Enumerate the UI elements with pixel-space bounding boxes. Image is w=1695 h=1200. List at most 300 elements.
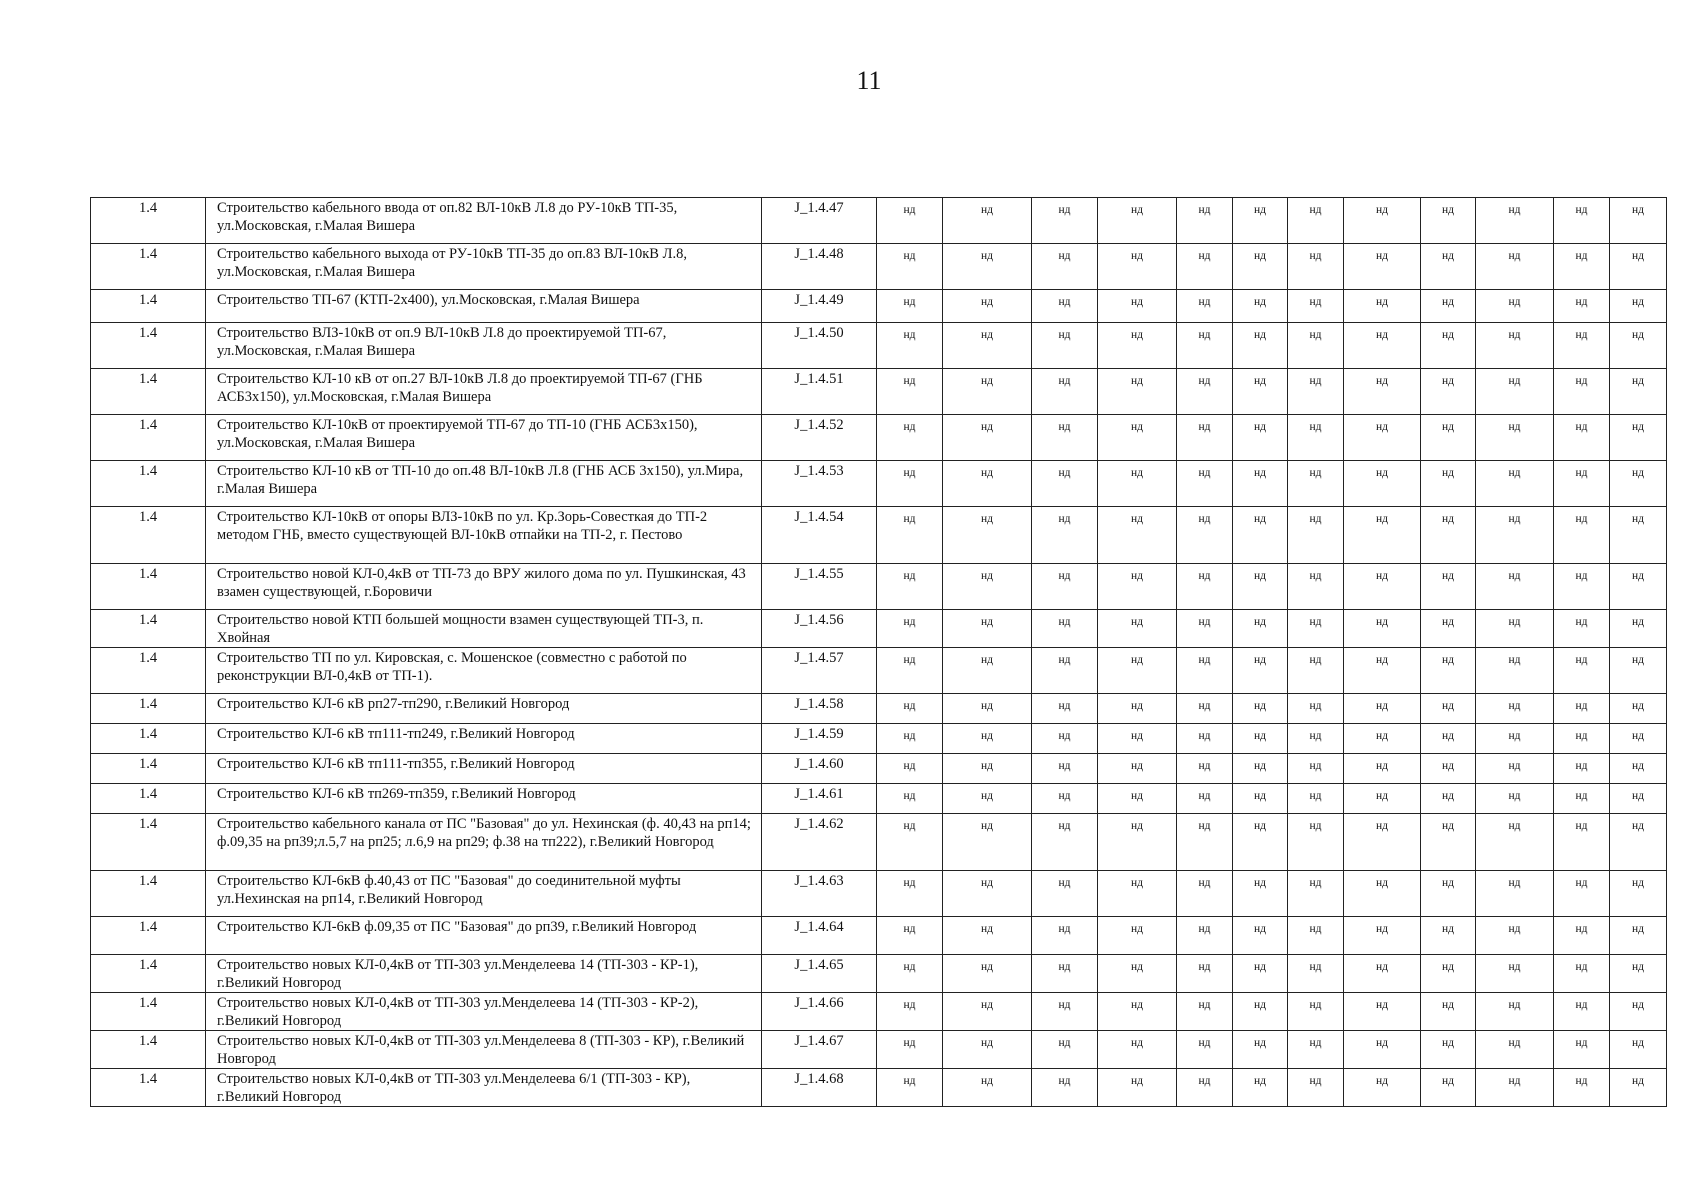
value-cell: нд (1177, 198, 1233, 244)
value-cell: нд (877, 917, 943, 955)
project-code-cell: J_1.4.67 (762, 1031, 877, 1069)
value-cell: нд (1098, 724, 1177, 754)
value-cell: нд (1233, 198, 1288, 244)
value-cell: нд (1177, 323, 1233, 369)
value-cell: нд (1476, 244, 1554, 290)
project-code-cell: J_1.4.58 (762, 694, 877, 724)
value-cell: нд (1554, 814, 1610, 871)
value-cell: нд (1032, 724, 1098, 754)
value-cell: нд (1344, 198, 1421, 244)
value-cell: нд (1098, 955, 1177, 993)
value-cell: нд (1344, 507, 1421, 564)
value-cell: нд (1233, 754, 1288, 784)
value-cell: нд (1032, 754, 1098, 784)
value-cell: нд (1177, 1031, 1233, 1069)
project-code-cell: J_1.4.62 (762, 814, 877, 871)
value-cell: нд (943, 784, 1032, 814)
value-cell: нд (1177, 784, 1233, 814)
project-description-cell: Строительство КЛ-10кВ от проектируемой ТП-67 до ТП-10 (ГНБ АСБ3х150), ул.Московская, г.Малая Вишера (206, 415, 762, 461)
project-description-cell: Строительство КЛ-6 кВ тп111-тп249, г.Великий Новгород (206, 724, 762, 754)
value-cell: нд (1177, 724, 1233, 754)
table-row (91, 244, 1667, 290)
value-cell: нд (1177, 694, 1233, 724)
section-number-cell: 1.4 (91, 244, 206, 290)
value-cell: нд (943, 814, 1032, 871)
value-cell: нд (943, 917, 1032, 955)
value-cell: нд (1554, 564, 1610, 610)
value-cell: нд (1098, 917, 1177, 955)
table-row (91, 323, 1667, 369)
value-cell: нд (1288, 955, 1344, 993)
project-description-cell: Строительство новой КТП большей мощности взамен существующей ТП-3, п. Хвойная (206, 610, 762, 648)
value-cell: нд (877, 198, 943, 244)
value-cell: нд (1610, 814, 1667, 871)
value-cell: нд (1344, 244, 1421, 290)
page-number: 11 (856, 66, 882, 95)
table-row (91, 724, 1667, 754)
value-cell: нд (1476, 290, 1554, 323)
value-cell: нд (1610, 724, 1667, 754)
value-cell: нд (1233, 784, 1288, 814)
project-description-cell: Строительство КЛ-10 кВ от ТП-10 до оп.48 ВЛ-10кВ Л.8 (ГНБ АСБ 3х150), ул.Мира, г.Малая Вишера (206, 461, 762, 507)
table-row (91, 871, 1667, 917)
value-cell: нд (1233, 694, 1288, 724)
value-cell: нд (1233, 244, 1288, 290)
value-cell: нд (1233, 814, 1288, 871)
value-cell: нд (1421, 415, 1476, 461)
value-cell: нд (877, 507, 943, 564)
value-cell: нд (1098, 564, 1177, 610)
value-cell: нд (1554, 754, 1610, 784)
value-cell: нд (1032, 871, 1098, 917)
section-number-cell: 1.4 (91, 871, 206, 917)
value-cell: нд (943, 507, 1032, 564)
value-cell: нд (1421, 323, 1476, 369)
value-cell: нд (1476, 694, 1554, 724)
table-row (91, 461, 1667, 507)
value-cell: нд (1233, 871, 1288, 917)
value-cell: нд (1288, 1031, 1344, 1069)
value-cell: нд (1476, 648, 1554, 694)
value-cell: нд (1421, 871, 1476, 917)
value-cell: нд (1177, 1069, 1233, 1107)
table-row (91, 993, 1667, 1031)
table-row (91, 415, 1667, 461)
value-cell: нд (1344, 917, 1421, 955)
value-cell: нд (1032, 198, 1098, 244)
value-cell: нд (1344, 648, 1421, 694)
value-cell: нд (943, 754, 1032, 784)
project-code-cell: J_1.4.59 (762, 724, 877, 754)
value-cell: нд (1032, 290, 1098, 323)
value-cell: нд (1098, 1031, 1177, 1069)
table-row (91, 369, 1667, 415)
value-cell: нд (1610, 244, 1667, 290)
value-cell: нд (1288, 507, 1344, 564)
value-cell: нд (1098, 694, 1177, 724)
value-cell: нд (1554, 323, 1610, 369)
value-cell: нд (1421, 724, 1476, 754)
value-cell: нд (1610, 784, 1667, 814)
value-cell: нд (1098, 198, 1177, 244)
value-cell: нд (1610, 754, 1667, 784)
value-cell: нд (1476, 1069, 1554, 1107)
value-cell: нд (1032, 784, 1098, 814)
value-cell: нд (1233, 955, 1288, 993)
value-cell: нд (1476, 955, 1554, 993)
project-description-cell: Строительство КЛ-10 кВ от оп.27 ВЛ-10кВ Л.8 до проектируемой ТП-67 (ГНБ АСБ3х150), ул.Московская, г.Малая Вишера (206, 369, 762, 415)
section-number-cell: 1.4 (91, 993, 206, 1031)
section-number-cell: 1.4 (91, 917, 206, 955)
value-cell: нд (1421, 814, 1476, 871)
project-description-cell: Строительство кабельного выхода от РУ-10кВ ТП-35 до оп.83 ВЛ-10кВ Л.8, ул.Московская, г.Малая Вишера (206, 244, 762, 290)
value-cell: нд (1344, 461, 1421, 507)
value-cell: нд (1344, 784, 1421, 814)
value-cell: нд (1344, 694, 1421, 724)
project-code-cell: J_1.4.48 (762, 244, 877, 290)
value-cell: нд (1421, 648, 1476, 694)
value-cell: нд (1288, 610, 1344, 648)
value-cell: нд (1177, 955, 1233, 993)
project-code-cell: J_1.4.68 (762, 1069, 877, 1107)
value-cell: нд (943, 993, 1032, 1031)
value-cell: нд (1177, 290, 1233, 323)
value-cell: нд (1421, 198, 1476, 244)
section-number-cell: 1.4 (91, 784, 206, 814)
value-cell: нд (877, 724, 943, 754)
value-cell: нд (1288, 369, 1344, 415)
project-code-cell: J_1.4.60 (762, 754, 877, 784)
value-cell: нд (1421, 290, 1476, 323)
value-cell: нд (1233, 648, 1288, 694)
section-number-cell: 1.4 (91, 323, 206, 369)
project-description-cell: Строительство ТП по ул. Кировская, с. Мошенское (совместно с работой по реконструкции ВЛ-0,4кВ от ТП-1). (206, 648, 762, 694)
value-cell: нд (1476, 814, 1554, 871)
value-cell: нд (1554, 198, 1610, 244)
value-cell: нд (1032, 993, 1098, 1031)
value-cell: нд (1610, 1069, 1667, 1107)
value-cell: нд (1098, 461, 1177, 507)
project-description-cell: Строительство ВЛЗ-10кВ от оп.9 ВЛ-10кВ Л.8 до проектируемой ТП-67, ул.Московская, г.Малая Вишера (206, 323, 762, 369)
value-cell: нд (1177, 610, 1233, 648)
project-code-cell: J_1.4.53 (762, 461, 877, 507)
value-cell: нд (1610, 507, 1667, 564)
project-code-cell: J_1.4.61 (762, 784, 877, 814)
table-row (91, 198, 1667, 244)
value-cell: нд (1610, 290, 1667, 323)
value-cell: нд (1288, 461, 1344, 507)
value-cell: нд (1177, 648, 1233, 694)
value-cell: нд (1554, 871, 1610, 917)
value-cell: нд (1032, 461, 1098, 507)
value-cell: нд (1610, 694, 1667, 724)
table-row (91, 610, 1667, 648)
value-cell: нд (1032, 648, 1098, 694)
value-cell: нд (943, 871, 1032, 917)
value-cell: нд (877, 648, 943, 694)
project-code-cell: J_1.4.66 (762, 993, 877, 1031)
value-cell: нд (1288, 648, 1344, 694)
value-cell: нд (943, 244, 1032, 290)
value-cell: нд (943, 1069, 1032, 1107)
value-cell: нд (1233, 369, 1288, 415)
value-cell: нд (1554, 955, 1610, 993)
table-row (91, 917, 1667, 955)
value-cell: нд (1233, 993, 1288, 1031)
project-code-cell: J_1.4.52 (762, 415, 877, 461)
value-cell: нд (1032, 814, 1098, 871)
section-number-cell: 1.4 (91, 1031, 206, 1069)
value-cell: нд (943, 724, 1032, 754)
value-cell: нд (1344, 955, 1421, 993)
section-number-cell: 1.4 (91, 814, 206, 871)
section-number-cell: 1.4 (91, 369, 206, 415)
value-cell: нд (1554, 461, 1610, 507)
project-code-cell: J_1.4.65 (762, 955, 877, 993)
value-cell: нд (943, 564, 1032, 610)
value-cell: нд (1476, 993, 1554, 1031)
value-cell: нд (1098, 1069, 1177, 1107)
value-cell: нд (877, 993, 943, 1031)
project-description-cell: Строительство новых КЛ-0,4кВ от ТП-303 ул.Менделеева 8 (ТП-303 - КР), г.Великий Новгород (206, 1031, 762, 1069)
value-cell: нд (1288, 244, 1344, 290)
value-cell: нд (1177, 369, 1233, 415)
value-cell: нд (1177, 993, 1233, 1031)
value-cell: нд (943, 198, 1032, 244)
value-cell: нд (1421, 694, 1476, 724)
value-cell: нд (1344, 1069, 1421, 1107)
project-code-cell: J_1.4.50 (762, 323, 877, 369)
value-cell: нд (1421, 507, 1476, 564)
project-description-cell: Строительство КЛ-6кВ ф.40,43 от ПС "Базовая" до соединительной муфты ул.Нехинская на рп14, г.Великий Новгород (206, 871, 762, 917)
value-cell: нд (1344, 323, 1421, 369)
project-code-cell: J_1.4.55 (762, 564, 877, 610)
project-description-cell: Строительство КЛ-6 кВ тп111-тп355, г.Великий Новгород (206, 754, 762, 784)
value-cell: нд (1177, 564, 1233, 610)
value-cell: нд (1032, 694, 1098, 724)
value-cell: нд (1344, 610, 1421, 648)
project-description-cell: Строительство новых КЛ-0,4кВ от ТП-303 ул.Менделеева 6/1 (ТП-303 - КР), г.Великий Новгород (206, 1069, 762, 1107)
value-cell: нд (1288, 323, 1344, 369)
value-cell: нд (1476, 724, 1554, 754)
project-code-cell: J_1.4.51 (762, 369, 877, 415)
value-cell: нд (1177, 814, 1233, 871)
value-cell: нд (1032, 369, 1098, 415)
project-description-cell: Строительство КЛ-6 кВ рп27-тп290, г.Великий Новгород (206, 694, 762, 724)
table-row (91, 754, 1667, 784)
table-row (91, 955, 1667, 993)
value-cell: нд (1177, 507, 1233, 564)
value-cell: нд (943, 694, 1032, 724)
value-cell: нд (1032, 955, 1098, 993)
project-description-cell: Строительство КЛ-10кВ от опоры ВЛЗ-10кВ по ул. Кр.Зорь-Совесткая до ТП-2 методом ГНБ, вместо существующей ВЛ-10кВ отпайки на ТП-2, г. Пестово (206, 507, 762, 564)
value-cell: нд (1098, 369, 1177, 415)
value-cell: нд (1554, 507, 1610, 564)
value-cell: нд (1098, 415, 1177, 461)
investment-table (90, 197, 1667, 1107)
project-description-cell: Строительство КЛ-6кВ ф.09,35 от ПС "Базовая" до рп39, г.Великий Новгород (206, 917, 762, 955)
value-cell: нд (1032, 415, 1098, 461)
section-number-cell: 1.4 (91, 198, 206, 244)
value-cell: нд (943, 648, 1032, 694)
project-description-cell: Строительство ТП-67 (КТП-2х400), ул.Московская, г.Малая Вишера (206, 290, 762, 323)
value-cell: нд (1610, 369, 1667, 415)
project-code-cell: J_1.4.56 (762, 610, 877, 648)
value-cell: нд (1288, 290, 1344, 323)
value-cell: нд (1233, 415, 1288, 461)
value-cell: нд (877, 1031, 943, 1069)
table-row (91, 564, 1667, 610)
value-cell: нд (1554, 244, 1610, 290)
value-cell: нд (1032, 564, 1098, 610)
value-cell: нд (1476, 784, 1554, 814)
value-cell: нд (1098, 323, 1177, 369)
value-cell: нд (943, 323, 1032, 369)
value-cell: нд (943, 369, 1032, 415)
value-cell: нд (1098, 814, 1177, 871)
value-cell: нд (1098, 993, 1177, 1031)
value-cell: нд (877, 694, 943, 724)
value-cell: нд (1421, 784, 1476, 814)
investment-table-container (90, 197, 1667, 1107)
value-cell: нд (1476, 461, 1554, 507)
value-cell: нд (1288, 564, 1344, 610)
value-cell: нд (1098, 754, 1177, 784)
value-cell: нд (1177, 754, 1233, 784)
value-cell: нд (1554, 610, 1610, 648)
value-cell: нд (877, 955, 943, 993)
value-cell: нд (1421, 754, 1476, 784)
value-cell: нд (1476, 369, 1554, 415)
value-cell: нд (1032, 1031, 1098, 1069)
value-cell: нд (1344, 369, 1421, 415)
table-row (91, 507, 1667, 564)
value-cell: нд (1344, 1031, 1421, 1069)
value-cell: нд (1476, 754, 1554, 784)
value-cell: нд (1476, 507, 1554, 564)
value-cell: нд (1421, 369, 1476, 415)
value-cell: нд (1344, 814, 1421, 871)
project-description-cell: Строительство новой КЛ-0,4кВ от ТП-73 до ВРУ жилого дома по ул. Пушкинская, 43 взамен существующей, г.Боровичи (206, 564, 762, 610)
project-description-cell: Строительство кабельного ввода от оп.82 ВЛ-10кВ Л.8 до РУ-10кВ ТП-35, ул.Московская, г.Малая Вишера (206, 198, 762, 244)
value-cell: нд (1233, 564, 1288, 610)
value-cell: нд (943, 955, 1032, 993)
value-cell: нд (1288, 871, 1344, 917)
value-cell: нд (1610, 564, 1667, 610)
value-cell: нд (1177, 917, 1233, 955)
section-number-cell: 1.4 (91, 648, 206, 694)
value-cell: нд (1421, 917, 1476, 955)
value-cell: нд (1098, 871, 1177, 917)
value-cell: нд (1554, 784, 1610, 814)
value-cell: нд (1233, 1031, 1288, 1069)
section-number-cell: 1.4 (91, 461, 206, 507)
value-cell: нд (1032, 244, 1098, 290)
value-cell: нд (1288, 198, 1344, 244)
value-cell: нд (1233, 290, 1288, 323)
value-cell: нд (1554, 694, 1610, 724)
value-cell: нд (877, 290, 943, 323)
value-cell: нд (1288, 754, 1344, 784)
value-cell: нд (1098, 610, 1177, 648)
value-cell: нд (1476, 415, 1554, 461)
value-cell: нд (1554, 415, 1610, 461)
value-cell: нд (1610, 993, 1667, 1031)
value-cell: нд (1610, 461, 1667, 507)
value-cell: нд (877, 610, 943, 648)
section-number-cell: 1.4 (91, 415, 206, 461)
value-cell: нд (1421, 564, 1476, 610)
value-cell: нд (1098, 648, 1177, 694)
value-cell: нд (1476, 871, 1554, 917)
value-cell: нд (1344, 993, 1421, 1031)
value-cell: нд (1098, 784, 1177, 814)
value-cell: нд (1554, 1031, 1610, 1069)
value-cell: нд (943, 290, 1032, 323)
value-cell: нд (1476, 1031, 1554, 1069)
table-row (91, 694, 1667, 724)
table-row (91, 1069, 1667, 1107)
value-cell: нд (1032, 507, 1098, 564)
value-cell: нд (1554, 648, 1610, 694)
value-cell: нд (1421, 610, 1476, 648)
value-cell: нд (1421, 955, 1476, 993)
section-number-cell: 1.4 (91, 610, 206, 648)
value-cell: нд (1554, 993, 1610, 1031)
table-row (91, 648, 1667, 694)
value-cell: нд (1177, 244, 1233, 290)
value-cell: нд (1610, 323, 1667, 369)
value-cell: нд (1421, 993, 1476, 1031)
value-cell: нд (1098, 507, 1177, 564)
value-cell: нд (1344, 290, 1421, 323)
value-cell: нд (1610, 917, 1667, 955)
value-cell: нд (1032, 610, 1098, 648)
value-cell: нд (1476, 917, 1554, 955)
project-description-cell: Строительство новых КЛ-0,4кВ от ТП-303 ул.Менделеева 14 (ТП-303 - КР-2), г.Великий Новгород (206, 993, 762, 1031)
value-cell: нд (1344, 754, 1421, 784)
value-cell: нд (1288, 694, 1344, 724)
value-cell: нд (1233, 724, 1288, 754)
value-cell: нд (877, 871, 943, 917)
value-cell: нд (1177, 871, 1233, 917)
value-cell: нд (1288, 1069, 1344, 1107)
value-cell: нд (1288, 993, 1344, 1031)
value-cell: нд (943, 415, 1032, 461)
value-cell: нд (1476, 323, 1554, 369)
table-row (91, 290, 1667, 323)
value-cell: нд (877, 784, 943, 814)
project-description-cell: Строительство новых КЛ-0,4кВ от ТП-303 ул.Менделеева 14 (ТП-303 - КР-1), г.Великий Новгород (206, 955, 762, 993)
value-cell: нд (1177, 415, 1233, 461)
value-cell: нд (1554, 369, 1610, 415)
value-cell: нд (1476, 198, 1554, 244)
table-body (91, 198, 1667, 1107)
project-code-cell: J_1.4.49 (762, 290, 877, 323)
value-cell: нд (1421, 1031, 1476, 1069)
value-cell: нд (1288, 724, 1344, 754)
section-number-cell: 1.4 (91, 955, 206, 993)
value-cell: нд (1610, 955, 1667, 993)
table-row (91, 784, 1667, 814)
section-number-cell: 1.4 (91, 564, 206, 610)
value-cell: нд (1554, 1069, 1610, 1107)
value-cell: нд (877, 323, 943, 369)
value-cell: нд (943, 1031, 1032, 1069)
value-cell: нд (1554, 917, 1610, 955)
value-cell: нд (1476, 564, 1554, 610)
value-cell: нд (1421, 461, 1476, 507)
